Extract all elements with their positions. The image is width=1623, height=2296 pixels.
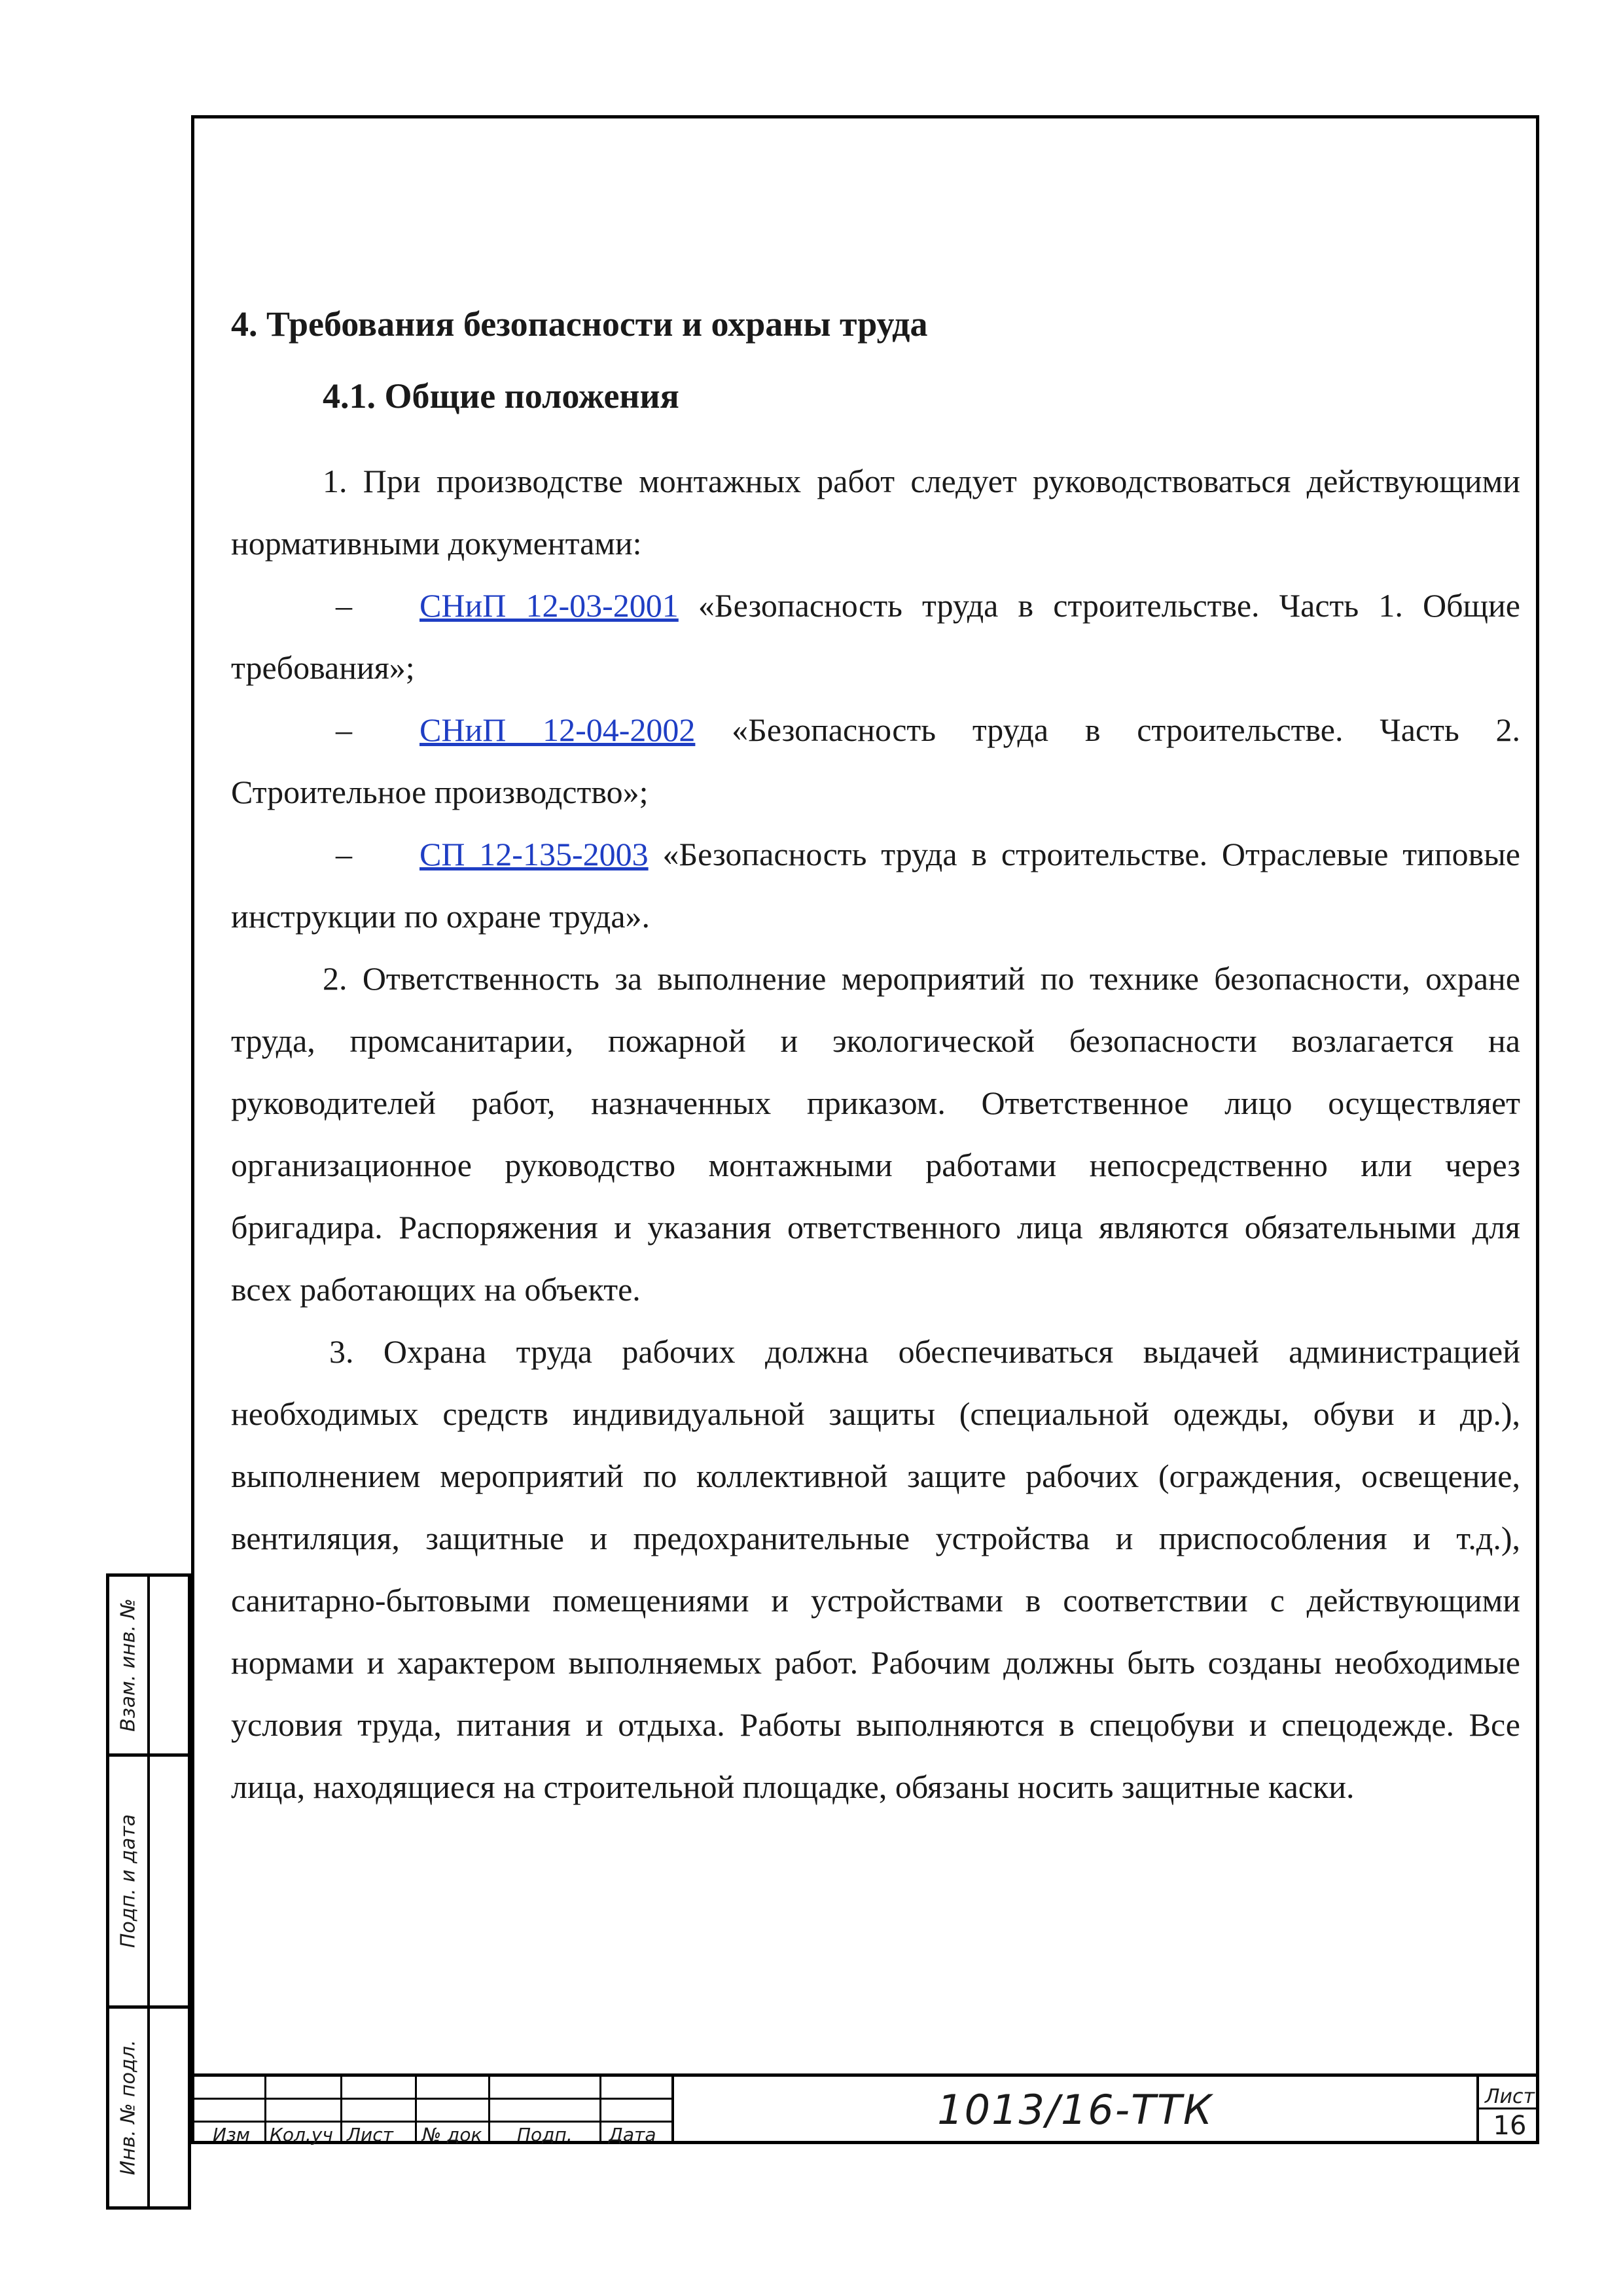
list-item-text: «Безопасность труда в строительстве. Отраслевые типовые инструкции по охране труда». (231, 836, 1520, 935)
tb-label-list: Лист (347, 2124, 393, 2145)
side-label-inv: Инв. № подл. (116, 2039, 140, 2176)
list-dash: – (336, 711, 352, 748)
tb-label-kol: Кол.уч (270, 2124, 333, 2145)
sheet-number: 16 (1493, 2111, 1527, 2141)
document-body (231, 288, 1520, 1818)
section-heading: 4. Требования безопасности и охраны труда (231, 304, 928, 344)
list-item (231, 699, 1520, 823)
tb-label-izm: Изм (213, 2124, 250, 2145)
title-block-col-line (340, 2073, 342, 2144)
list-item-text: «Безопасность труда в строительстве. Часть 1. Общие требования»; (231, 587, 1520, 686)
list-item-text: «Безопасность труда в строительстве. Часть 2. Строительное производство»; (231, 711, 1520, 810)
tb-label-ndok: № док (422, 2124, 482, 2145)
tb-label-podp: Подп. (517, 2124, 573, 2145)
sheet-label: Лист (1484, 2085, 1535, 2108)
list-dash: – (336, 587, 352, 624)
side-stamp-vzam (106, 1573, 191, 1757)
side-label-vzam: Взам. инв. № (116, 1598, 140, 1732)
list-dash: – (336, 836, 352, 872)
list-item (231, 823, 1520, 948)
title-block-col-line (599, 2073, 601, 2144)
tb-label-data: Дата (609, 2124, 656, 2145)
paragraph-3: 3. Охрана труда рабочих должна обеспечиваться выдачей администрацией необходимых средств индивидуальной защиты (специальной одежды, обуви и др.), выполнением мероприятий по коллективной защите рабочих (ограждения, освещение, вентиляция, защитные и предохранительные устройства и приспособления и т.д.), санитарно-бытовыми помещениями и устройствами в соответствии с действующими нормами и характером выполняемых работ. Рабочим должны быть созданы необходимые условия труда, питания и отдыха. Работы выполняются в спецобуви и спецодежде. Все лица, находящиеся на строительной площадке, обязаны носить защитные каски. (231, 1333, 1520, 1805)
paragraph-1: 1. При производстве монтажных работ следует руководствоваться действующими нормативными документами: (231, 463, 1520, 562)
side-stamp-podp (106, 1753, 191, 2009)
title-block-col-line (488, 2073, 490, 2144)
side-stamp-inv (106, 2005, 191, 2210)
title-block-col-line (264, 2073, 266, 2144)
list-item (231, 575, 1520, 699)
norm-link-snip-12-03[interactable]: СНиП 12-03-2001 (419, 587, 679, 624)
paragraph-2: 2. Ответственность за выполнение мероприятий по технике безопасности, охране труда, промсанитарии, пожарной и экологической безопасности возлагается на руководителей работ, назначенных приказом. Ответственное лицо осуществляет организационное руководство монтажными работами непосредственно или через бригадира. Распоряжения и указания ответственного лица являются обязательными для всех работающих на объекте. (231, 960, 1520, 1308)
norm-link-snip-12-04[interactable]: СНиП 12-04-2002 (419, 711, 696, 748)
side-label-podp: Подп. и дата (116, 1814, 140, 1948)
document-number: 1013/16-ТТК (937, 2086, 1213, 2134)
subsection-heading: 4.1. Общие положения (323, 376, 679, 416)
title-block-col-line (415, 2073, 417, 2144)
norm-link-sp-12-135[interactable]: СП 12-135-2003 (419, 836, 649, 872)
